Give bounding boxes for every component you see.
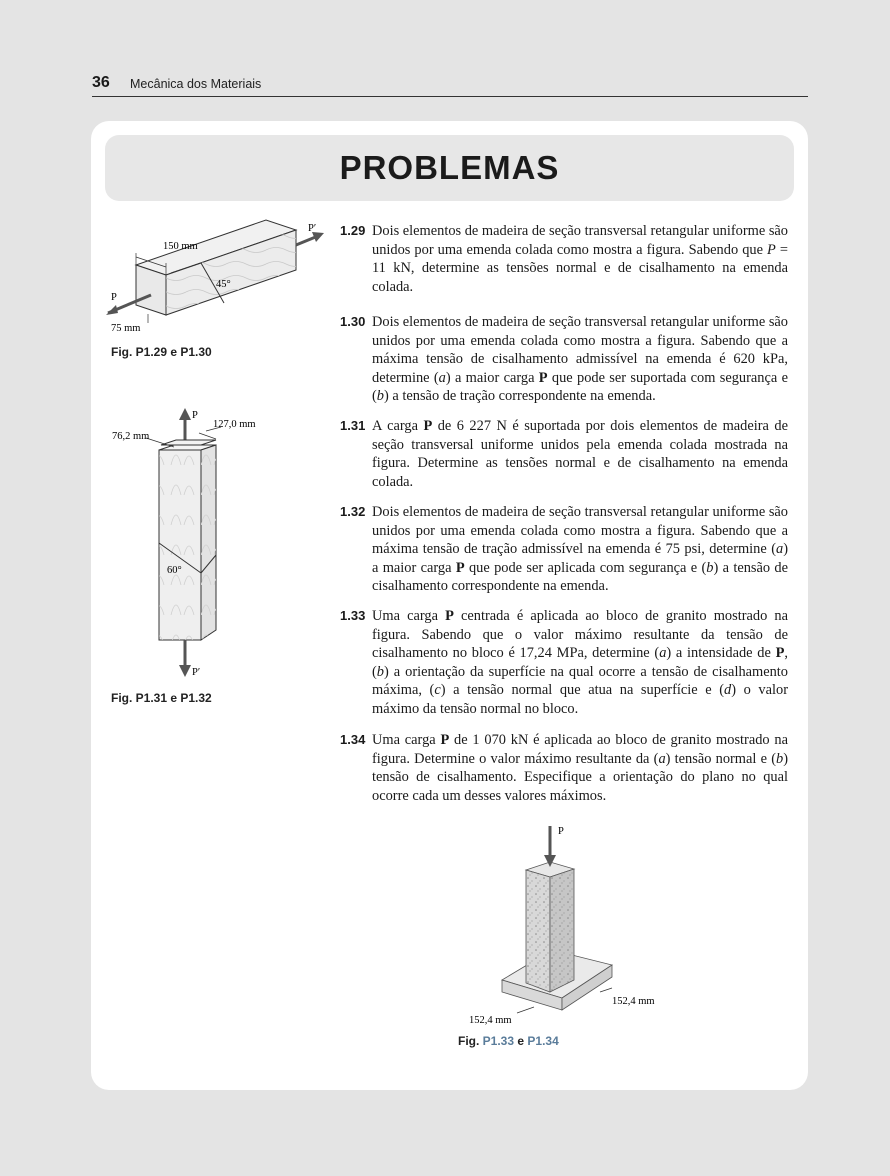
dim-left-label: 152,4 mm [469,1015,512,1026]
book-title: Mecânica dos Materiais [130,77,262,91]
dim-left-label: 76,2 mm [112,431,150,442]
figure-caption-2: Fig. P1.31 e P1.32 [111,691,212,705]
dim-right-label: 127,0 mm [213,419,256,430]
problem-1-34: 1.34 Uma carga P de 1 070 kN é aplicada ao bloco de granito mostrado na figura. Determine o valor máximo resultante da (a) tensão normal e (b) tensão de cisalhamento. Especifique a orientação do plano no qual ocorre cada um desses valores máximos. [340,732,788,804]
dim-width-label: 150 mm [163,241,198,252]
figure-p131-p132 [106,405,276,685]
load-top-label: P [192,410,198,421]
section-banner [105,135,794,201]
figure-caption-3: Fig. P1.33 e P1.34 [458,1034,559,1048]
figure-caption-1: Fig. P1.29 e P1.30 [111,345,212,359]
dim-right-label: 152,4 mm [612,996,655,1007]
angle-label: 45° [216,279,231,290]
running-head [92,74,808,97]
angle-label: 60° [167,565,182,576]
problem-1-31: 1.31 A carga P de 6 227 N é suportada por dois elementos de madeira de seção transversal uniforme unidos pela emenda colada mostrada na figura. Determine as tensões normal e de cisalhamento na emenda colada. [340,418,788,490]
dim-height-label: 75 mm [111,323,141,334]
problem-1-29: 1.29 Dois elementos de madeira de seção transversal retangular uniforme são unidos por uma emenda colada como mostra a figura. Sabendo que P = 11 kN, determine as tensões normal e de cisalhamento na emenda colada. [340,223,788,295]
section-title: PROBLEMAS [339,149,560,186]
load-left-label: P [111,292,117,303]
arrow-left-icon [106,305,118,315]
load-right-label: P′ [308,223,317,234]
arrow-down-icon [179,665,191,677]
load-bottom-label: P′ [192,667,201,678]
problem-1-30: 1.30 Dois elementos de madeira de seção transversal retangular uniforme são unidos por uma emenda colada como mostra a figura. Sabendo que a máxima tensão de cisalhamento admissível na emenda é 620 kPa, determine (a) a maior carga P que pode ser suportada com segurança e (b) a tensão de tração correspondente na emenda. [340,314,788,405]
load-label: P [558,826,564,837]
arrow-up-icon [179,408,191,420]
figure-p133-p134 [462,820,672,1030]
page-number: 36 [92,74,110,91]
problem-1-32: 1.32 Dois elementos de madeira de seção transversal retangular uniforme são unidos por uma emenda colada como mostra a figura. Sabendo que a máxima tensão de tração admissível na emenda é 75 psi, determine (a) a maior carga P que pode ser aplicada com segurança e (b) a tensão de cisalhamento correspondente na emenda. [340,504,788,595]
figure-p129-p130 [106,215,326,340]
problem-1-33: 1.33 Uma carga P centrada é aplicada ao bloco de granito mostrado na figura. Sabendo que o valor máximo resultante da tensão de cisalhamento no bloco é 17,24 MPa, determine (a) a intensidade de P, (b) a orientação da superfície na qual ocorre a tensão de cisalhamento máxima, (c) a tensão normal que atua na superfície e (d) o valor máximo da tensão normal no bloco. [340,608,788,717]
